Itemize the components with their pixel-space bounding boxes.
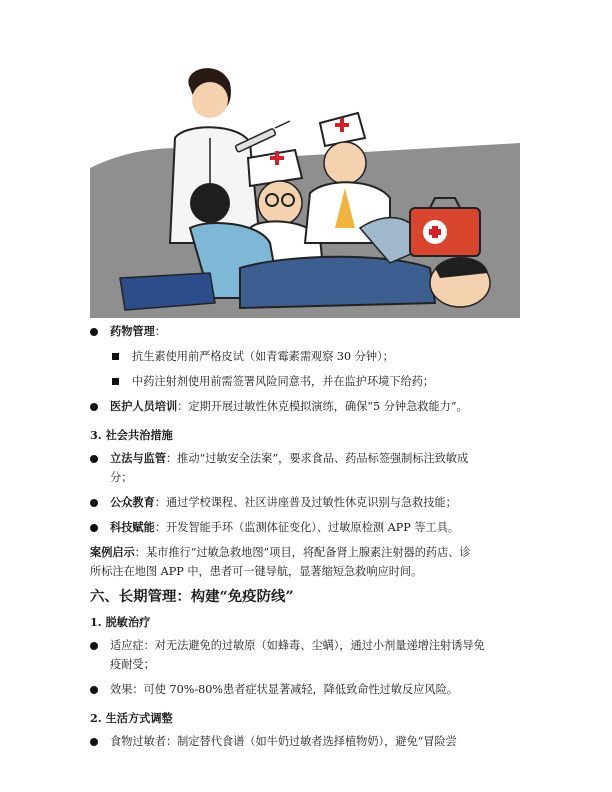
bullet-icon [90,455,98,463]
bullet-icon [90,686,98,694]
bullet-icon [90,642,98,650]
bullet-icon [90,524,98,532]
section-heading: 2. 生活方式调整 [90,711,173,725]
emergency-rescue-illustration [90,28,520,318]
list-item: 立法与监管：推动“过敏安全法案”，要求食品、药品标签强制标注致敏成 分； [90,449,530,487]
bullet-icon [90,403,98,411]
bullet-icon [90,738,98,746]
list-item: 食物过敏者：制定替代食谱（如牛奶过敏者选择植物奶），避免“冒险尝 [90,732,530,751]
list-item: 抗生素使用前严格皮试（如青霉素需观察 30 分钟）； [90,347,530,366]
square-bullet-icon [112,353,119,360]
list-item: 适应症：对无法避免的过敏原（如蜂毒、尘螨），通过小剂量递增注射诱导免 疫耐受； [90,636,530,674]
section-heading: 3. 社会共治措施 [90,428,173,442]
list-item: 医护人员培训：定期开展过敏性休克模拟演练，确保“5 分钟急救能力”。 [90,397,530,416]
list-item: 公众教育：通过学校课程、社区讲座普及过敏性休克识别与急救技能； [90,493,530,512]
chapter-heading: 六、长期管理：构建“免疫防线” [90,588,294,605]
list-item: 效果：可使 70%-80%患者症状显著减轻，降低致命性过敏反应风险。 [90,680,530,699]
bullet-icon [90,499,98,507]
square-bullet-icon [112,378,119,385]
case-paragraph: 案例启示：某市推行“过敏急救地图”项目，将配备肾上腺素注射器的药店、诊 所标注在地图 APP 中，患者可一键导航，显著缩短急救响应时间。 [90,545,471,578]
bullet-icon [90,328,98,336]
list-item: 药物管理： [90,322,530,341]
section-heading: 1. 脱敏治疗 [90,615,151,629]
list-item: 中药注射剂使用前需签署风险同意书，并在监护环境下给药； [90,372,530,391]
list-item: 科技赋能：开发智能手环（监测体征变化）、过敏原检测 APP 等工具。 [90,518,530,537]
document-body [90,322,530,751]
